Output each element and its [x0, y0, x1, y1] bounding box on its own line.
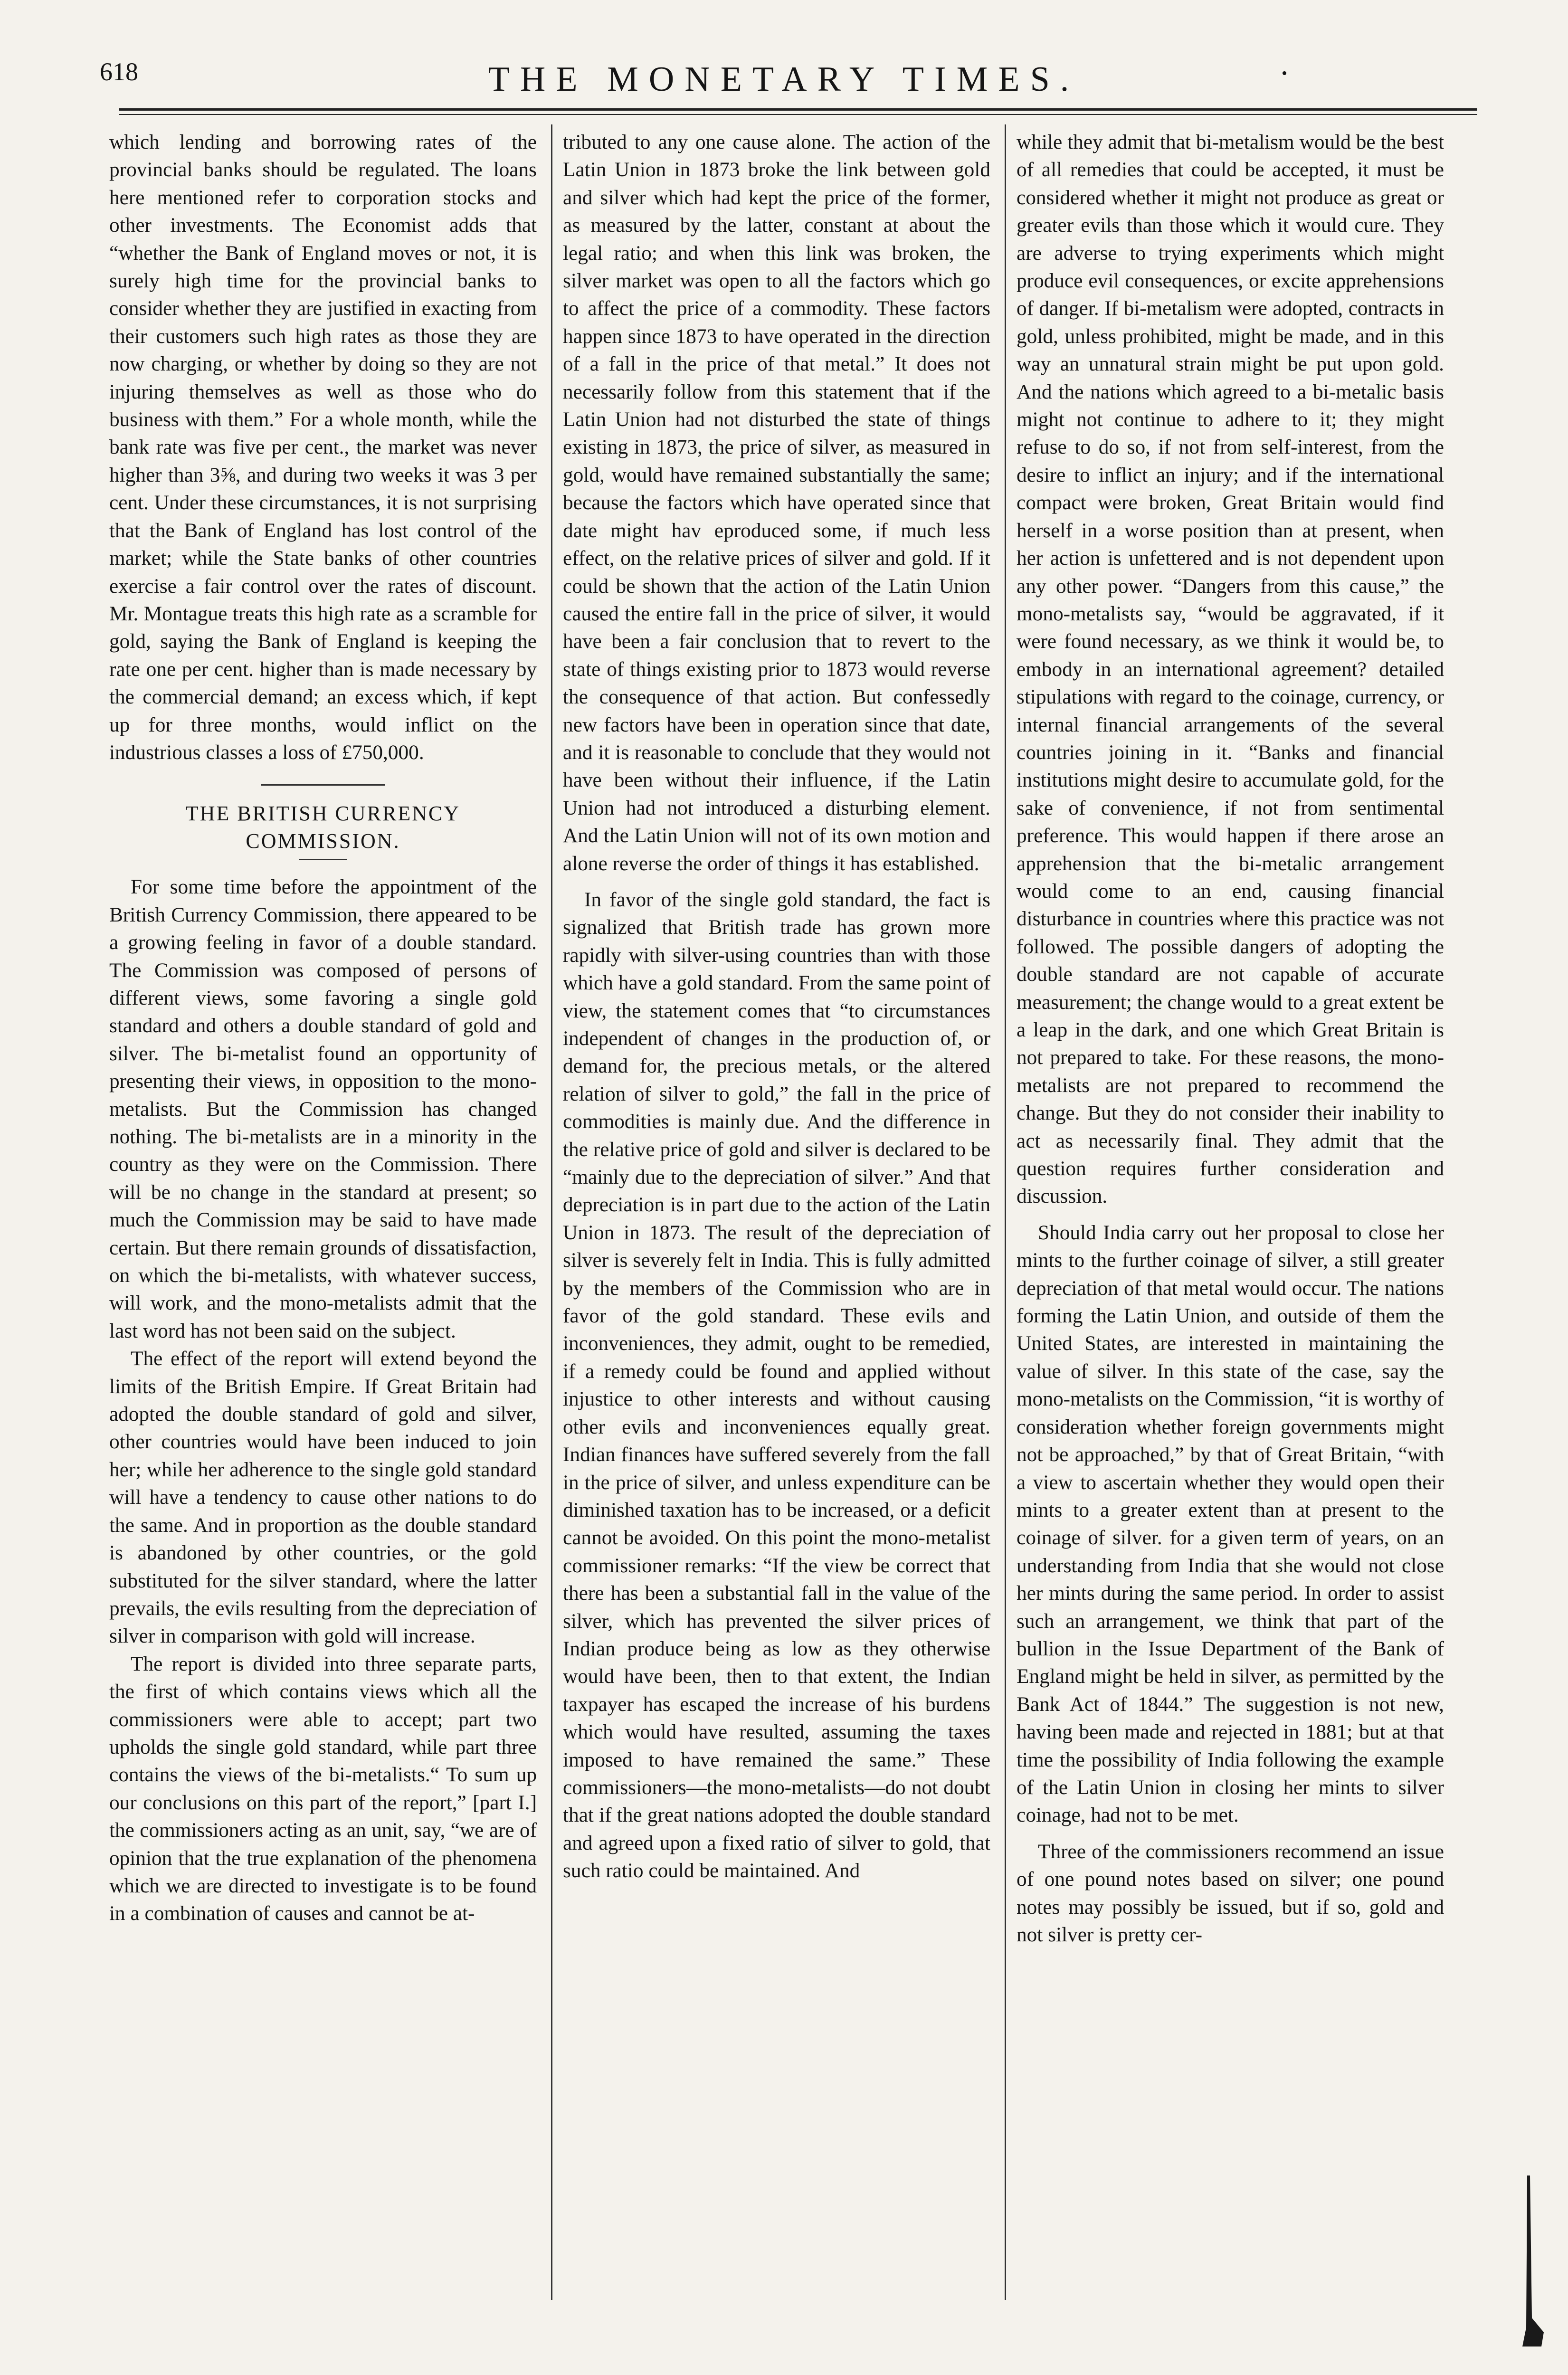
- column-divider-2: [1005, 124, 1006, 2300]
- header-rule: [119, 108, 1477, 111]
- header-rule-thin: [119, 114, 1477, 115]
- paragraph: For some time before the appointment of the British Currency Commission, there appeared to be a growing feeling in favor of a double standard. The Commission was composed of persons of different views, some favoring a single gold standard and others a double standard of gold and silver. The bi-metalist found an opportunity of presenting their views, in opposition to the mono-metalists. But the Commission has changed nothing. The bi-metalists are in a minority in the country as they were on the Commission. There will be no change in the standard at present; so much the Commission may be said to have made certain. But there remain grounds of dissatisfaction, on which the bi-metalists, with whatever success, will work, and the mono-metalists admit that the last word has not been said on the subject.: [109, 875, 537, 1342]
- column-1: [109, 128, 537, 1928]
- page-header: [95, 48, 1473, 109]
- column-3: [1017, 128, 1444, 1948]
- publication-title: THE MONETARY TIMES.: [488, 60, 1080, 99]
- paragraph: The report is divided into three separate parts, the first of which contains views which all the commissioners were able to accept; part two upholds the single gold standard, while part three contains the views of the bi-metalists.“ To sum up our conclusions on this part of the report,” [part I.] the commissioners acting as an unit, say, “we are of opinion that the true explanation of the phenomena which we are directed to investigate is to be found in a combination of causes and cannot be at-: [109, 1652, 537, 1925]
- column-2: [563, 128, 990, 1885]
- heading-underline: [299, 859, 347, 860]
- column-divider-1: [551, 124, 552, 2300]
- article-heading: THE BRITISH CURRENCY COMMISSION.: [185, 802, 461, 853]
- paragraph: tributed to any one cause alone. The action of the Latin Union in 1873 broke the link between gold and silver which had kept the price of the former, as measured by the latter, constant at about the legal ratio; and when this link was broken, the silver market was open to all the factors which go to affect the price of a commodity. These factors happen since 1873 to have operated in the direction of a fall in the price of that metal.” It does not necessarily follow from this statement that if the Latin Union had not disturbed the state of things existing in 1873, the price of silver, as measured in gold, would have remained substantially the same; because the factors which have operated since that date might hav eproduced some, if much less effect, on the relative prices of silver and gold. If it could be shown that the action of the Latin Union caused the entire fall in the price of silver, it would have been a fair conclusion that to revert to the state of things existing prior to 1873 would reverse the consequence of that action. But confessedly new factors have been in operation since that date, and it is reasonable to conclude that they would not have been without their influence, if the Latin Union had not introduced a disturbing element. And the Latin Union will not of its own motion and alone reverse the order of things it has established.: [563, 131, 990, 875]
- page-number: 618: [100, 57, 138, 86]
- article-continuation: which lending and borrowing rates of the provincial banks should be regulated. The loans here mentioned refer to corporation stocks and other investments. The Economist adds that “whether the Bank of England moves or not, it is surely high time for the provincial banks to consider whether they are justified in exacting from their customers such high rates as those they are now charging, or whether by doing so they are not injuring themselves as well as those who do business with them.” For a whole month, while the bank rate was five per cent., the market was never higher than 3⅝, and during two weeks it was 3 per cent. Under these circumstances, it is not surprising that the Bank of England has lost control of the market; while the State banks of other countries exercise a fair control over the rates of discount. Mr. Montague treats this high rate as a scramble for gold, saying the Bank of England is keeping the rate one per cent. higher than is made necessary by the commercial demand; an excess which, if kept up for three months, would inflict on the industrious classes a loss of £750,000.: [109, 131, 537, 764]
- binding-edge-mark: [1518, 2176, 1546, 2346]
- section-divider: [261, 784, 385, 786]
- printer-dot: [1283, 71, 1286, 75]
- paragraph: Should India carry out her proposal to close her mints to the further coinage of silver, a still greater depreciation of that metal would occur. The nations forming the Latin Union, and outside of them the United States, are interested in maintaining the value of silver. In this state of the case, say the mono-metalists on the Commission, “it is worthy of consideration whether foreign governments might not be approached,” by that of Great Britain, “with a view to ascertain whether they would open their mints to a greater extent than at present to the coinage of silver. for a given term of years, on an understanding from India that she would not close her mints during the same period. In order to assist such an arrangement, we think that part of the bullion in the Issue Department of the Bank of England might be held in silver, as permitted by the Bank Act of 1844.” The suggestion is not new, having been made and rejected in 1881; but at that time the possibility of India following the example of the Latin Union in closing her mints to silver coinage, had not to be met.: [1017, 1221, 1444, 1827]
- paragraph: Three of the commissioners recommend an issue of one pound notes based on silver; one pound notes may possibly be issued, but if so, gold and not silver is pretty cer-: [1017, 1840, 1444, 1946]
- paragraph: while they admit that bi-metalism would be the best of all remedies that could be accepted, it must be considered whether it might not produce as great or greater evils than those which it would cure. They are adverse to trying experiments which might produce evil consequences, or excite apprehensions of danger. If bi-metalism were adopted, contracts in gold, unless prohibited, might be made, and in this way an unnatural strain might be put upon gold. And the nations which agreed to a bi-metalic basis might not continue to adhere to it; they might refuse to do so, if not from self-interest, from the desire to inflict an injury; and if the international compact were broken, Great Britain would find herself in a worse position than at present, when her action is unfettered and is not dependent upon any other power. “Dangers from this cause,” the mono-metalists say, “would be aggravated, if it were found necessary, as we think it would be, to embody in an international agreement? detailed stipulations with regard to the coinage, currency, or internal financial arrangements of the several countries joining in it. “Banks and financial institutions might desire to accumulate gold, for the sake of convenience, if not from sentimental preference. This would happen if there arose an apprehension that the bi-metalic arrangement would come to an end, causing financial disturbance in countries where this practice was not followed. The possible dangers of adopting the double standard are not capable of accurate measurement; the change would to a great extent be a leap in the dark, and one which Great Britain is not prepared to take. For these reasons, the mono-metalists are not prepared to recommend the change. But they do not consider their inability to act as necessarily final. They admit that the question requires further consideration and discussion.: [1017, 131, 1444, 1208]
- paragraph: In favor of the single gold standard, the fact is signalized that British trade has grown more rapidly with silver-using countries than with those which have a gold standard. From the same point of view, the statement comes that “to circumstances independent of changes in the production of, or demand for, the precious metals, or the altered relation of silver to gold,” the fall in the price of commodities is mainly due. And the difference in the relative price of gold and silver is declared to be “mainly due to the depreciation of silver.” And that depreciation is in part due to the action of the Latin Union in 1873. The result of the depreciation of silver is severely felt in India. This is fully admitted by the members of the Commission who are in favor of the gold standard. These evils and inconveniences, they admit, ought to be remedied, if a remedy could be found and applied without injustice to other interests and without causing other evils and inconveniences equally great. Indian finances have suffered severely from the fall in the price of silver, and unless expenditure can be diminished taxation has to be increased, or a deficit cannot be avoided. On this point the mono-metalist commissioner remarks: “If the view be correct that there has been a substantial fall in the value of the silver, which has prevented the silver prices of Indian produce being as low as they otherwise would have been, then to that extent, the Indian taxpayer has escaped the increase of his burdens which would have resulted, assuming the taxes imposed to have remained the same.” These commissioners—the mono-metalists—do not doubt that if the great nations adopted the double standard and agreed upon a fixed ratio of silver to gold, that such ratio could be maintained. And: [563, 888, 990, 1882]
- paragraph: The effect of the report will extend beyond the limits of the British Empire. If Great Britain had adopted the double standard of gold and silver, other countries would have been induced to join her; while her adherence to the single gold standard will have a tendency to cause other nations to do the same. And in proportion as the double standard is abandoned by other countries, or the gold substituted for the silver standard, where the latter prevails, the evils resulting from the depreciation of silver in comparison with gold will increase.: [109, 1347, 537, 1648]
